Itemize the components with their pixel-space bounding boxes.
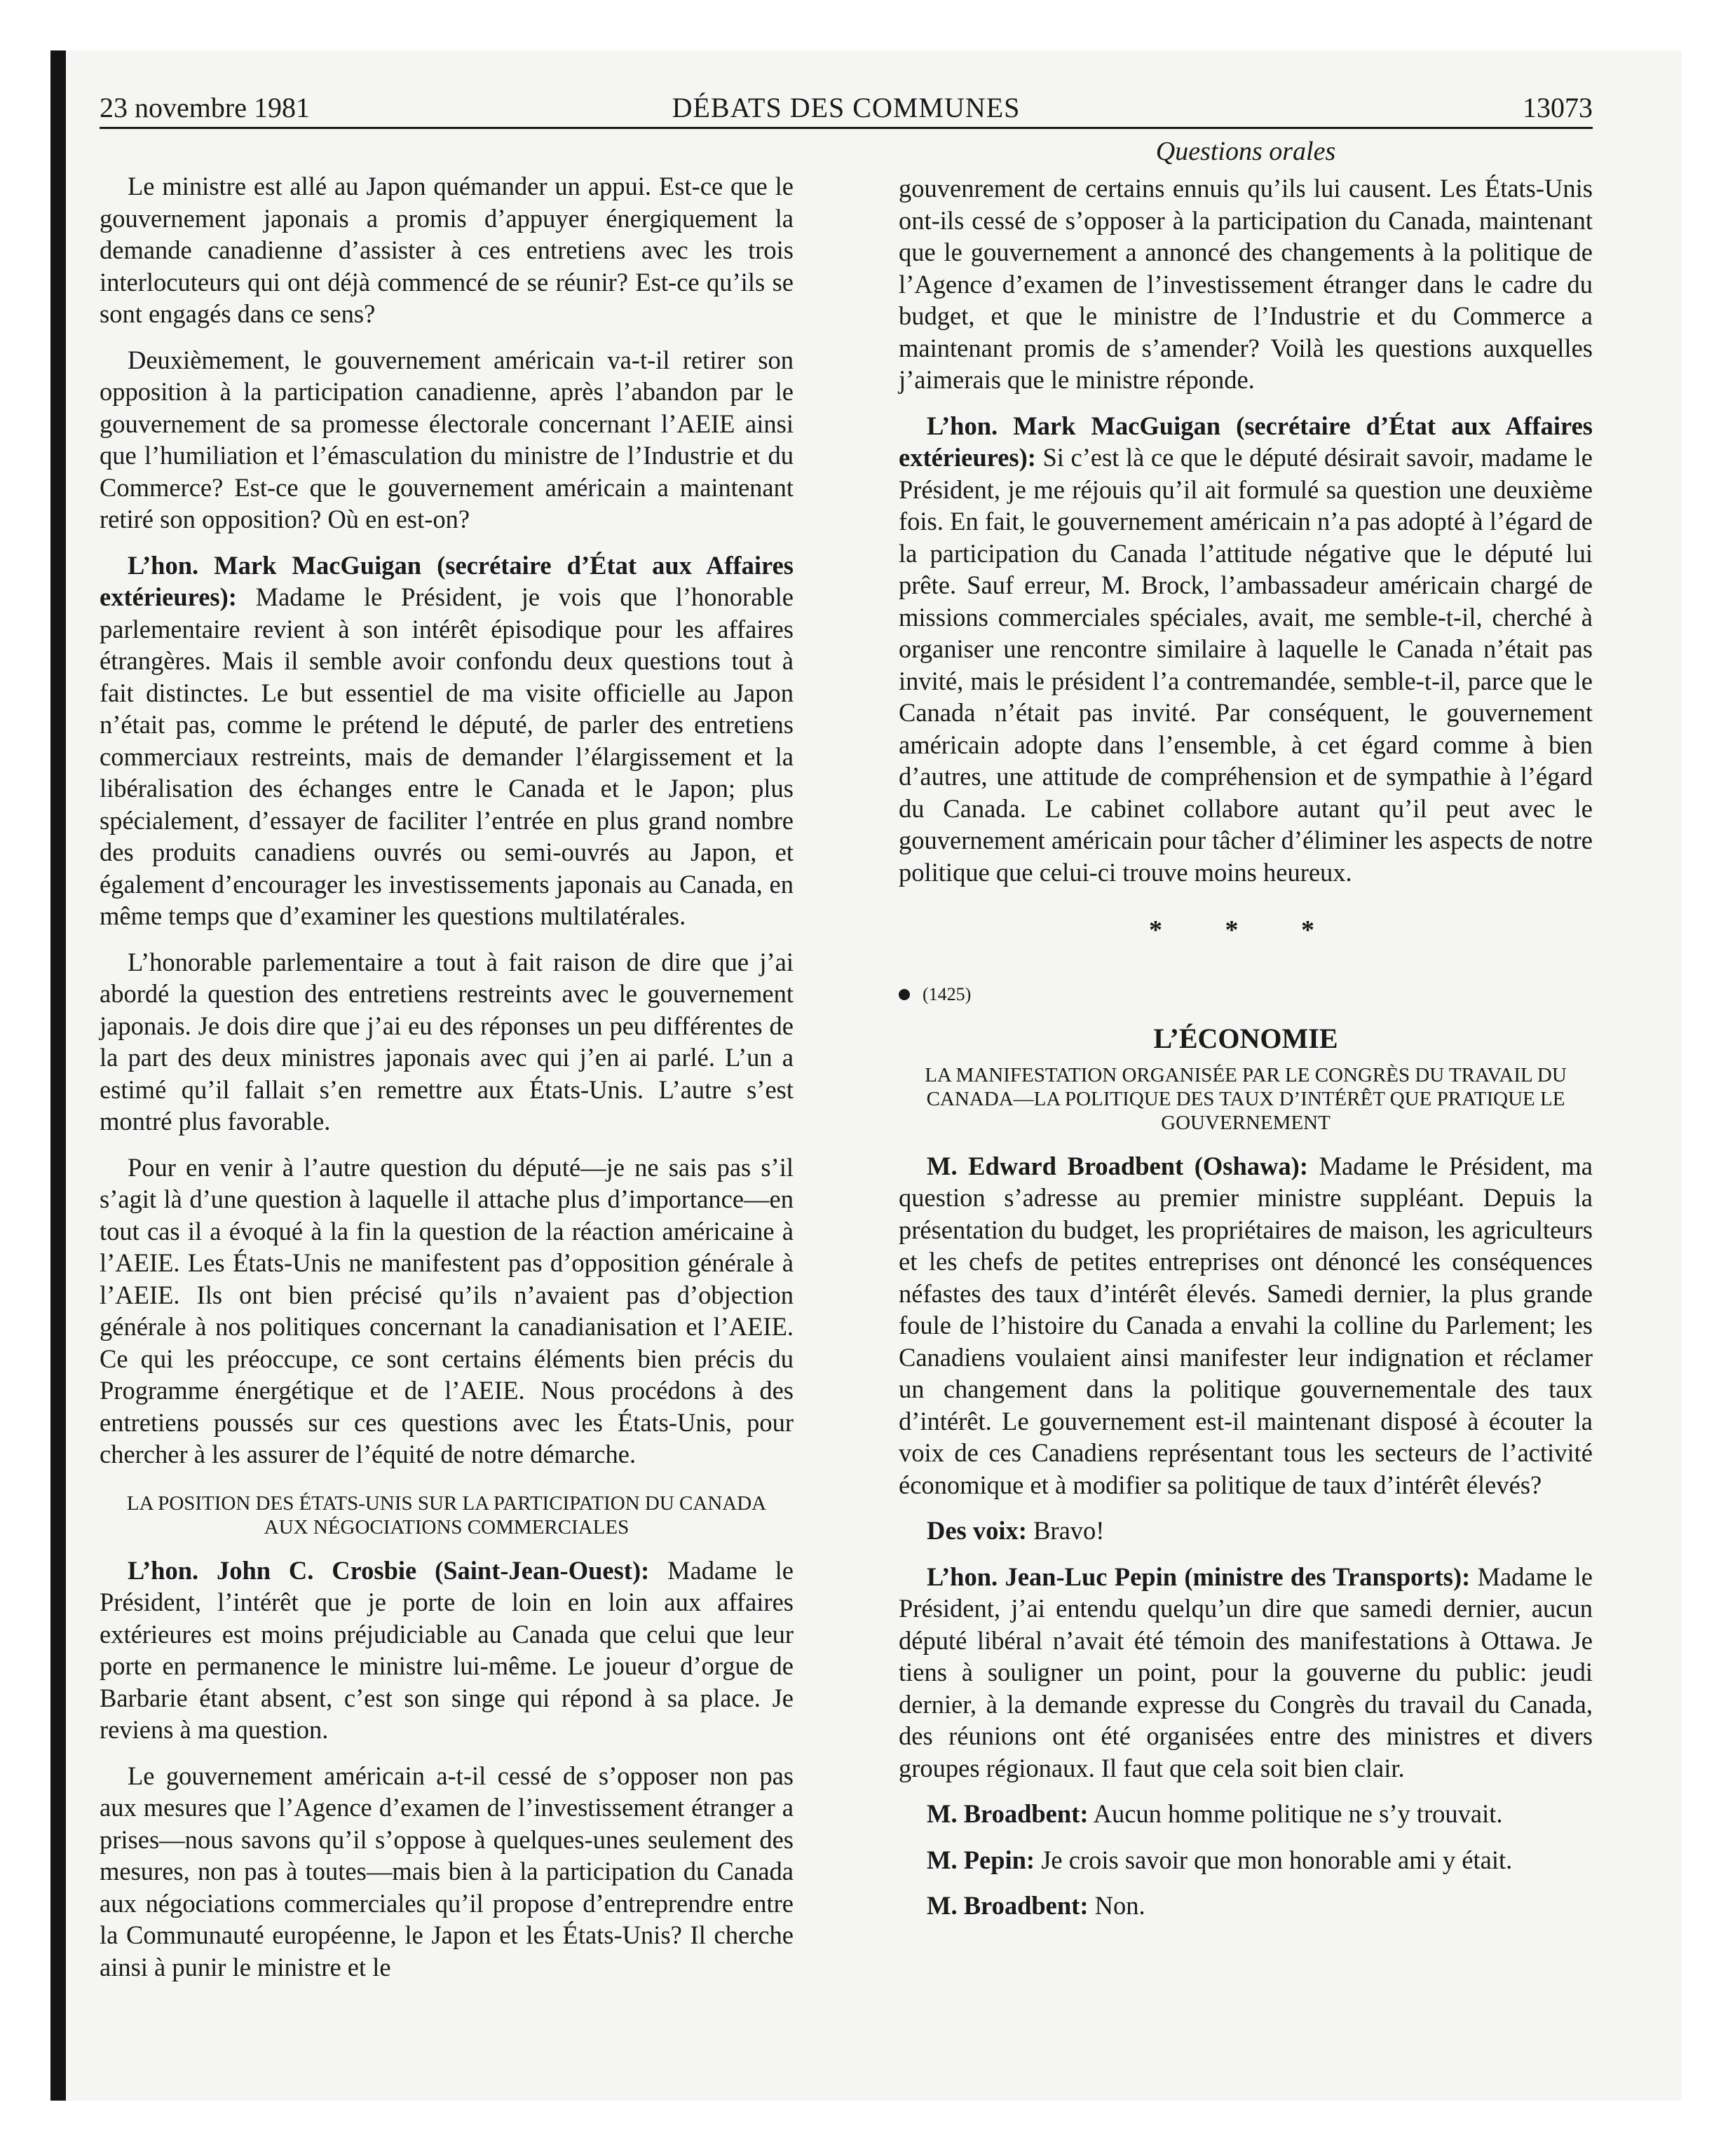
speech-text: Bravo!	[1026, 1516, 1105, 1545]
column-heading: Questions orales	[1155, 137, 1336, 166]
speaker-name: M. Broadbent:	[927, 1799, 1089, 1828]
paragraph: Le gouvernement américain a-t-il cessé de s’opposer non pas aux mesures que l’Agence d’examen de l’investissement étranger a prises—nous savons qu’il s’oppose à quelques-unes seulement des mesures, non pas à toutes—mais bien à la participation du Canada aux négociations commerciales qu’il propose d’entreprendre entre la Communauté européenne, le Japon et les États-Unis? Il cherche ainsi à punir le ministre et le	[100, 1761, 794, 1981]
paragraph	[899, 1150, 1593, 1501]
speech-text: Madame le Président, je vois que l’honorable parlementaire revient à son intérêt épisodique pour les affaires étrangères. Mais il semble avoir confondu deux questions tout à fait distinctes. Le but essentiel de ma visite officielle au Japon n’était pas, comme le prétend le député, de parler des entretiens commerciaux restreints, mais de demander l’élargissement et la libéralisation des échanges entre le Canada et le Japon; plus spécialement, d’essayer de faciliter l’entrée en plus grand nombre des produits canadiens ouvrés ou semi-ouvrés au Japon, et également d’encourager les investissements japonais au Canada, en même temps que d’examiner les questions multilatérales.	[100, 582, 794, 930]
speech-text: Non.	[1088, 1891, 1145, 1920]
scan-edge	[50, 50, 66, 2101]
subheading: LA MANIFESTATION ORGANISÉE PAR LE CONGRÈS DU TRAVAIL DU CANADA—LA POLITIQUE DES TAUX D’INTÉRÊT QUE PRATIQUE LE GOUVERNEMENT	[925, 1063, 1567, 1134]
paragraph	[899, 1890, 1593, 1922]
paragraph	[899, 1798, 1593, 1830]
speech-text: Madame le Président, l’intérêt que je porte de loin en loin aux affaires extérieures est moins préjudiciable au Canada que celui que leur porte en permanence le ministre lui-même. Le joueur d’orgue de Barbarie étant absent, c’est son singe qui répond à sa place. Je reviens à ma question.	[100, 1555, 794, 1744]
time-marker	[899, 983, 1593, 1006]
speaker-name: Des voix:	[927, 1516, 1027, 1545]
paragraph	[899, 410, 1593, 889]
paragraph: Deuxièmement, le gouvernement américain va-t-il retirer son opposition à la participation canadienne, après l’abandon par le gouvernement de sa promesse électorale concernant l’AEIE ainsi que l’humiliation et l’émasculation du ministre de l’Industrie et du Commerce? Est-ce que le gouvernement américain a maintenant retiré son opposition? Où en est-on?	[100, 345, 794, 533]
time-marker-text: (1425)	[923, 983, 972, 1004]
speech-text: Madame le Président, j’ai entendu quelqu’un dire que samedi dernier, aucun député libéral n’avait été témoin des manifestations à Ottawa. Je tiens à souligner un point, pour la gouverne du public: jeudi dernier, à la demande expresse du Congrès du travail du Canada, des réunions ont été organisées entre des ministres et divers groupes régionaux. Il faut que cela soit bien clair.	[899, 1562, 1593, 1782]
bullet-icon	[899, 989, 910, 1000]
section-divider: * * *	[1149, 915, 1342, 945]
speaker-name: L’hon. Mark MacGuigan (secrétaire d’État aux Affaires extérieures):	[899, 411, 1593, 472]
paragraph: Le ministre est allé au Japon quémander un appui. Est-ce que le gouvernement japonais a promis d’appuyer énergiquement la demande canadienne d’assister à ces entretiens avec les trois interlocuteurs qui ont déjà commencé de se réunir? Est-ce qu’ils se sont engagés dans ce sens?	[100, 172, 794, 328]
paragraph: gouvenrement de certains ennuis qu’ils lui causent. Les États-Unis ont-ils cessé de s’opposer à la participation du Canada, maintenant que le gouvernement a annoncé des changements à la politique de l’Agence d’examen de l’investissement étranger dans le cadre du budget, et que le ministre de l’Industrie et du Commerce a maintenant promis de s’amender? Voilà les questions auxquelles j’aimerais que le ministre réponde.	[899, 174, 1593, 394]
header-date: 23 novembre 1981	[100, 92, 310, 123]
paragraph	[899, 1561, 1593, 1785]
speaker-name: M. Edward Broadbent (Oshawa):	[927, 1151, 1308, 1180]
paragraph: L’honorable parlementaire a tout à fait raison de dire que j’ai abordé la question des entretiens restreints avec le gouvernement japonais. Je dois dire que j’ai eu des réponses un peu différentes de la part des deux ministres japonais avec qui j’en ai parlé. L’un a estimé qu’il fallait s’en remettre aux États-Unis. L’autre s’est montré plus favorable.	[100, 947, 794, 1135]
paragraph	[100, 1555, 794, 1746]
subheading: LA POSITION DES ÉTATS-UNIS SUR LA PARTICIPATION DU CANADA AUX NÉGOCIATIONS COMMERCIALES	[126, 1492, 767, 1538]
speaker-name: M. Broadbent:	[927, 1891, 1089, 1920]
speaker-name: L’hon. Jean-Luc Pepin (ministre des Transports):	[927, 1562, 1471, 1591]
right-column	[899, 135, 1593, 1936]
speaker-name: L’hon. John C. Crosbie (Saint-Jean-Ouest):	[128, 1555, 650, 1585]
running-head	[100, 91, 1593, 125]
section-title: L’ÉCONOMIE	[1153, 1022, 1338, 1054]
speaker-name: L’hon. Mark MacGuigan (secrétaire d’État aux Affaires extérieures):	[100, 550, 794, 611]
paragraph: Pour en venir à l’autre question du député—je ne sais pas s’il s’agit là d’une question à laquelle il attache plus d’importance—en tout cas il a évoqué à la fin la question de la réaction américaine à l’AEIE. Les États-Unis ne manifestent pas d’opposition générale à l’AEIE. Ils ont bien précisé qu’ils n’avaient pas d’objection générale à nos politiques concernant la canadianisation et l’AEIE. Ce qui les préoccupe, ce sont certains éléments bien précis du Programme énergétique et de l’AEIE. Nous procédons à des entretiens poussés sur ces questions avec les États-Unis, pour chercher à les assurer de l’équité de notre démarche.	[100, 1152, 794, 1468]
paragraph	[100, 550, 794, 932]
left-column	[100, 170, 794, 1997]
header-rule	[100, 127, 1593, 129]
speech-text: Si c’est là ce que le député désirait savoir, madame le Président, je me réjouis qu’il ait formulé sa question une deuxième fois. En fait, le gouvernement américain n’a pas adopté à l’égard de la participation du Canada l’attitude négative que le député lui prête. Sauf erreur, M. Brock, l’ambassadeur américain chargé de missions commerciales spéciales, avait, me semble-t-il, cherché à organiser une rencontre similaire à laquelle le Canada n’était pas invité, mais le président l’a contremandée, semble-t-il, parce que le Canada n’était pas invité. Par conséquent, le gouvernement américain adopte dans l’ensemble, à cet égard comme à bien d’autres, une attitude de compréhension et de sympathie à l’égard du Canada. Le cabinet collabore autant qu’il peut avec le gouvernement américain pour tâcher d’éliminer les aspects de notre politique que celui-ci trouve moins heureux.	[899, 443, 1593, 887]
page-number: 13073	[1523, 92, 1593, 123]
speech-text: Aucun homme politique ne s’y trouvait.	[1088, 1799, 1503, 1828]
header-title: DÉBATS DES COMMUNES	[672, 92, 1021, 123]
paragraph	[899, 1844, 1593, 1876]
speech-text: Madame le Président, ma question s’adresse au premier ministre suppléant. Depuis la présentation du budget, les propriétaires de maison, les agriculteurs et les chefs de petites entreprises ont dénoncé les conséquences néfastes des taux d’intérêt élevés. Samedi dernier, la plus grande foule de l’histoire du Canada a envahi la colline du Parlement; les Canadiens voulaient ainsi manifester leur indignation et réclamer un changement dans la politique gouvernementale des taux d’intérêt. Le gouvernement est-il maintenant disposé à écouter la voix de ces Canadiens représentant tous les secteurs de l’activité économique et à modifier sa politique de taux d’intérêt élevés?	[899, 1151, 1593, 1499]
speech-text: Je crois savoir que mon honorable ami y était.	[1035, 1845, 1513, 1874]
speaker-name: M. Pepin:	[927, 1845, 1035, 1874]
paragraph	[899, 1515, 1593, 1547]
